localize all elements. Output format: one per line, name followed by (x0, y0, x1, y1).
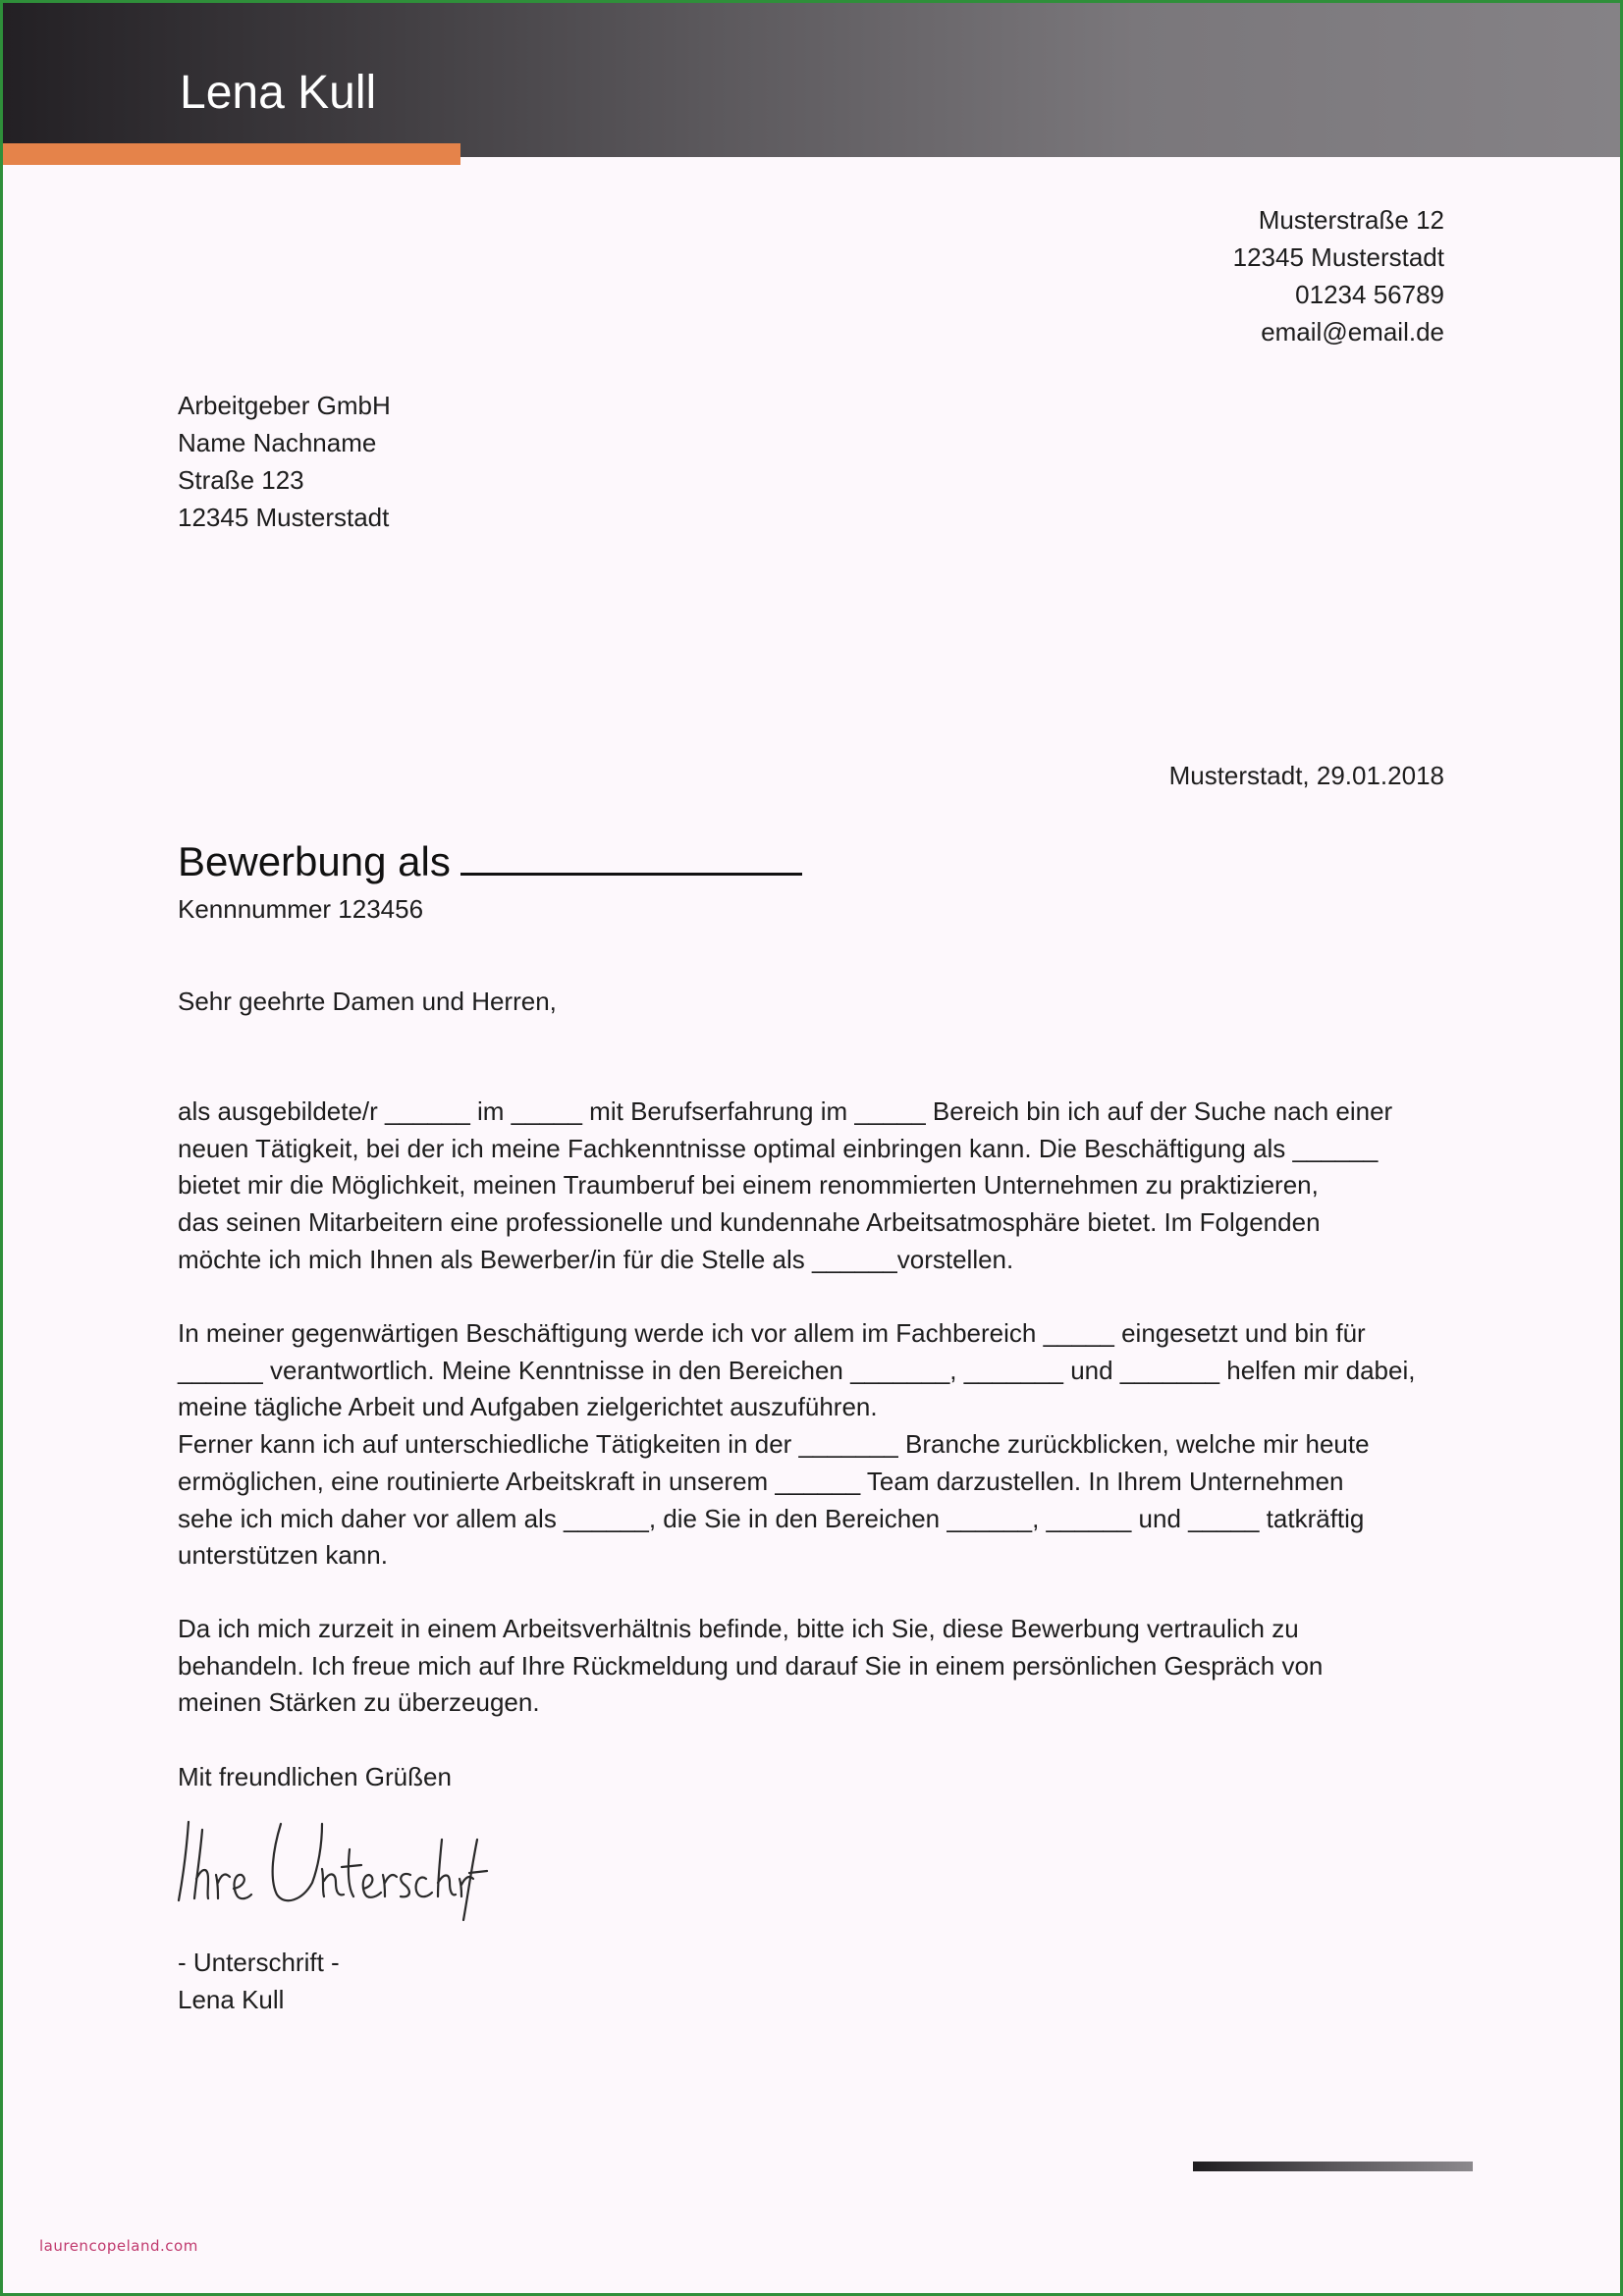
paragraph-line: Ferner kann ich auf unterschiedliche Tätigkeiten in der _______ Branche zurückblicken, welche mir heute (178, 1429, 1370, 1460)
signature-block (178, 1944, 340, 2018)
paragraph-line: meinen Stärken zu überzeugen. (178, 1687, 540, 1718)
letter-date: Musterstadt, 29.01.2018 (1168, 761, 1444, 790)
signature-name: Lena Kull (178, 1985, 285, 2014)
recipient-address (178, 387, 391, 536)
paragraph-line: das seinen Mitarbeitern eine professionelle und kundennahe Arbeitsatmosphäre bietet. Im Folgenden (178, 1207, 1321, 1238)
header-band (3, 3, 1620, 157)
paragraph-line: behandeln. Ich freue mich auf Ihre Rückmeldung und darauf Sie in einem persönlichen Gespräch von (178, 1650, 1324, 1681)
paragraph-line: ermöglichen, eine routinierte Arbeitskraft in unserem ______ Team darzustellen. In Ihrem Unternehmen (178, 1466, 1344, 1496)
accent-bar (3, 143, 460, 165)
paragraph-line: als ausgebildete/r ______ im _____ mit Berufserfahrung im _____ Bereich bin ich auf der Suche nach einer (178, 1096, 1393, 1126)
salutation: Sehr geehrte Damen und Herren, (178, 987, 557, 1016)
paragraph-line: neuen Tätigkeit, bei der ich meine Fachkenntnisse optimal einbringen kann. Die Beschäftigung als ______ (178, 1133, 1379, 1163)
paragraph-line: ______ verantwortlich. Meine Kenntnisse in den Bereichen _______, _______ und _______ helfen mir dabei, (178, 1355, 1416, 1385)
body-paragraph-1 (178, 1094, 1454, 1279)
paragraph-line: unterstützen kann. (178, 1540, 388, 1571)
closing-phrase: Mit freundlichen Grüßen (178, 1762, 452, 1791)
sender-email: email@email.de (1261, 317, 1444, 347)
handwritten-signature (175, 1810, 489, 1928)
paragraph-line: meine tägliche Arbeit und Aufgaben zielgerichtet auszuführen. (178, 1392, 878, 1422)
recipient-contact: Name Nachname (178, 428, 377, 457)
body-paragraph-2 (178, 1315, 1454, 1575)
sender-street: Musterstraße 12 (1258, 205, 1444, 235)
footer-bar (1193, 2162, 1473, 2171)
paragraph-line: sehe ich mich daher vor allem als ______, die Sie in den Bereichen ______, ______ und _____ tatkräftig (178, 1503, 1365, 1533)
header-name: Lena Kull (180, 67, 377, 119)
paragraph-line: Da ich mich zurzeit in einem Arbeitsverhältnis befinde, bitte ich Sie, diese Bewerbung vertraulich zu (178, 1614, 1299, 1643)
body-paragraph-3 (178, 1611, 1454, 1722)
subject-blank-underline (460, 873, 802, 876)
subject-line (178, 836, 802, 887)
signature-caption: - Unterschrift - (178, 1948, 340, 1977)
subject-title: Bewerbung als (178, 838, 451, 884)
sender-phone: 01234 56789 (1295, 280, 1444, 309)
recipient-street: Straße 123 (178, 465, 304, 495)
watermark: laurencopeland.com (39, 2237, 198, 2255)
recipient-company: Arbeitgeber GmbH (178, 391, 391, 420)
sender-address (1233, 201, 1444, 350)
paragraph-line: In meiner gegenwärtigen Beschäftigung werde ich vor allem im Fachbereich _____ eingesetzt und bin für (178, 1318, 1366, 1348)
reference-number: Kennnummer 123456 (178, 894, 424, 924)
recipient-city: 12345 Musterstadt (178, 503, 390, 532)
paragraph-line: bietet mir die Möglichkeit, meinen Traumberuf bei einem renommierten Unternehmen zu praktizieren, (178, 1170, 1319, 1201)
paragraph-line: möchte ich mich Ihnen als Bewerber/in für die Stelle als ______vorstellen. (178, 1244, 1014, 1274)
sender-city: 12345 Musterstadt (1232, 242, 1444, 272)
